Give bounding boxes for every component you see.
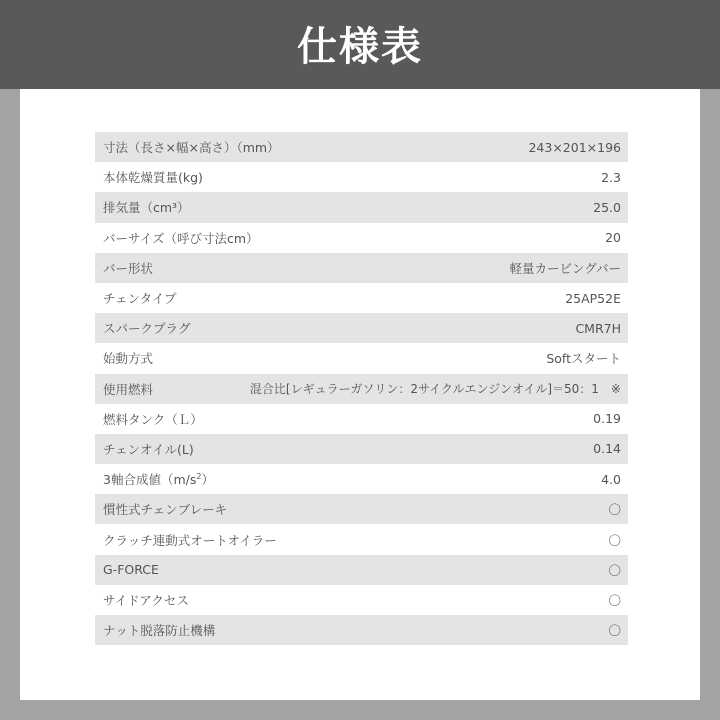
spec-label: G-FORCE: [103, 562, 159, 578]
spec-value: 軽量カービングバー: [509, 260, 621, 276]
spec-value: Softスタート: [546, 351, 621, 367]
spec-label: 寸法（長さ×幅×高さ）（mm）: [103, 140, 280, 156]
spec-value: 〇: [608, 532, 621, 548]
spec-row-dimensions: [95, 132, 628, 162]
spec-label: チェンタイプ: [103, 291, 177, 307]
spec-row-fuel-tank: [95, 404, 628, 434]
spec-row-auto-oiler: [95, 524, 628, 554]
spec-label: 始動方式: [103, 351, 154, 367]
spec-value: 2.3: [601, 169, 621, 185]
spec-label: [103, 470, 214, 488]
spec-value: 0.19: [593, 411, 621, 427]
spec-row-chain-type: [95, 283, 628, 313]
spec-label-superscript: 2: [196, 472, 202, 481]
spec-value: 混合比[レギュラーガソリン：2サイクルエンジンオイル]＝50：1 ※: [249, 382, 621, 397]
spec-value: 〇: [608, 592, 621, 608]
spec-value: 243×201×196: [528, 139, 621, 155]
spec-row-fuel: [95, 374, 628, 404]
spec-label: チェンオイル(L): [103, 441, 194, 457]
spec-value: 〇: [608, 502, 621, 518]
spec-row-dry-weight: [95, 162, 628, 192]
spec-label: ナット脱落防止機構: [103, 623, 216, 639]
spec-value: 〇: [608, 562, 621, 578]
spec-card: [20, 89, 700, 700]
spec-label: 排気量（cm³）: [103, 200, 190, 216]
spec-row-spark-plug: [95, 313, 628, 343]
spec-label: バーサイズ（呼び寸法cm）: [103, 230, 259, 246]
spec-row-bar-size: [95, 223, 628, 253]
spec-row-displacement: [95, 192, 628, 222]
spec-value: 4.0: [601, 471, 621, 487]
spec-row-side-access: [95, 585, 628, 615]
spec-label: クラッチ連動式オートオイラー: [103, 532, 277, 548]
page-title: 仕様表: [297, 24, 423, 70]
spec-label: 燃料タンク（Ｌ）: [103, 411, 203, 427]
spec-value: 20: [605, 230, 621, 246]
spec-row-g-force: [95, 555, 628, 585]
spec-label: 慣性式チェンブレーキ: [103, 502, 228, 518]
spec-row-start-method: [95, 343, 628, 373]
spec-label: サイドアクセス: [103, 592, 189, 608]
spec-row-vibration: [95, 464, 628, 494]
spec-value: 〇: [608, 623, 621, 639]
spec-row-bar-shape: [95, 253, 628, 283]
spec-row-chain-oil: [95, 434, 628, 464]
spec-value: 25AP52E: [565, 290, 621, 306]
spec-table: [95, 132, 628, 645]
spec-label: スパークプラグ: [103, 321, 191, 337]
spec-row-nut-retention: [95, 615, 628, 645]
spec-value: 25.0: [593, 199, 621, 215]
spec-label-text: 3軸合成値（m/s: [103, 472, 197, 488]
spec-row-chain-brake: [95, 494, 628, 524]
spec-value: CMR7H: [575, 320, 621, 336]
spec-label-end: ）: [201, 472, 214, 488]
spec-label: 本体乾燥質量(kg): [103, 170, 203, 186]
spec-value: 0.14: [593, 441, 621, 457]
page-header: [0, 0, 720, 89]
spec-label: バー形状: [103, 260, 154, 276]
spec-label: 使用燃料: [103, 381, 154, 397]
